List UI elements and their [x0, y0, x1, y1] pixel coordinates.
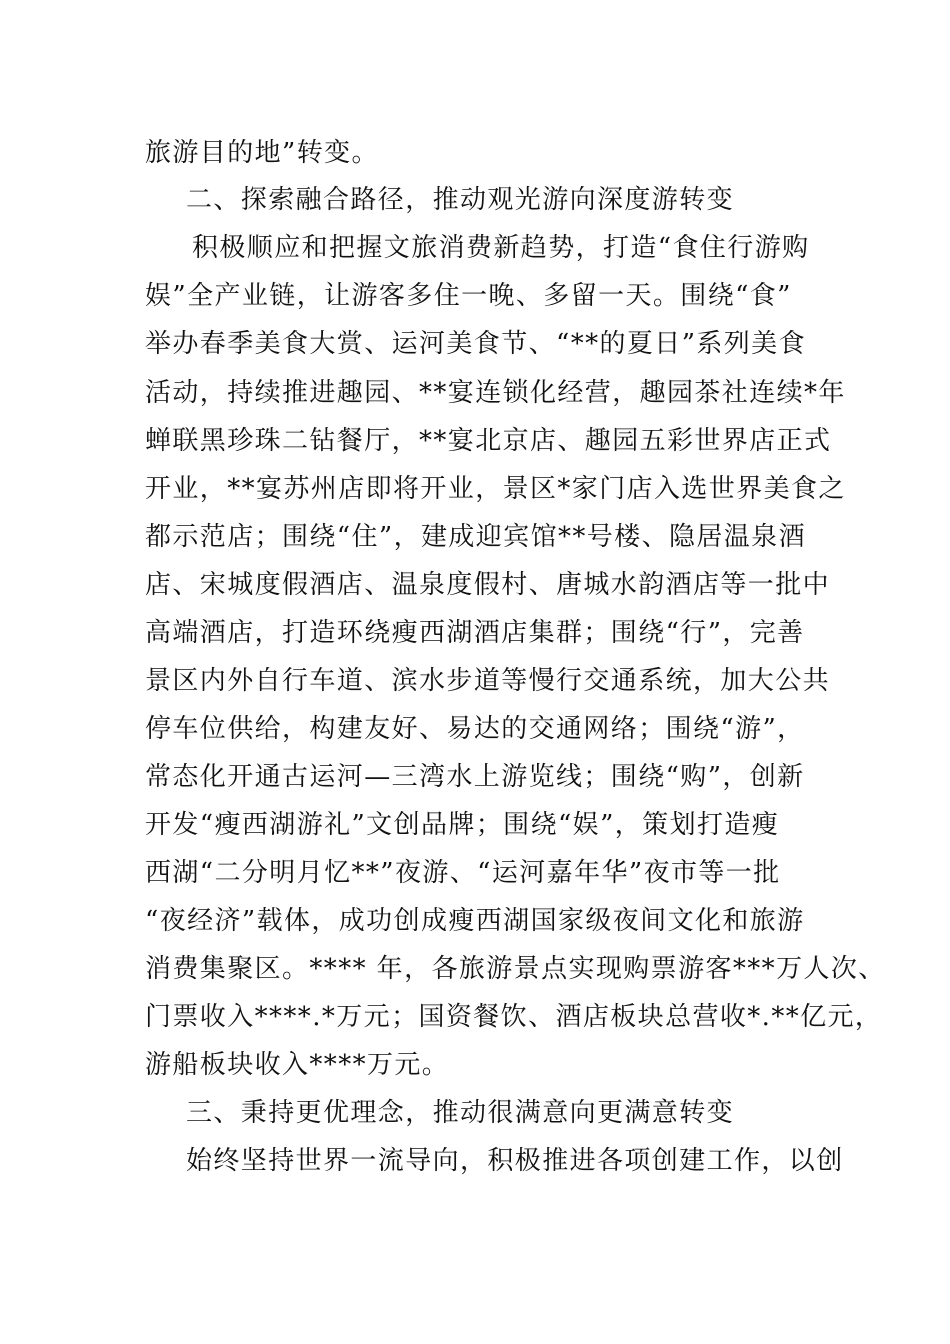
- paragraph-line: 店、宋城度假酒店、温泉度假村、唐城水韵酒店等一批中: [145, 570, 831, 600]
- paragraph-line: 开业，**宴苏州店即将开业，景区*家门店入选世界美食之: [145, 474, 846, 504]
- paragraph-line: 开发“瘦西湖游礼”文创品牌；围绕“娱”，策划打造瘦: [145, 810, 780, 840]
- paragraph-line: 积极顺应和把握文旅消费新趋势，打造“食住行游购: [192, 233, 810, 263]
- paragraph-line: “夜经济”载体，成功创成瘦西湖国家级夜间文化和旅游: [145, 906, 805, 936]
- paragraph-line: 游船板块收入****万元。: [145, 1050, 450, 1080]
- paragraph-line: 西湖“二分明月忆**”夜游、“运河嘉年华”夜市等一批: [145, 858, 781, 888]
- section-heading-2: 二、探索融合路径，推动观光游向深度游转变: [186, 185, 735, 215]
- paragraph-line: 高端酒店，打造环绕瘦西湖酒店集群；围绕“行”，完善: [145, 618, 805, 648]
- paragraph-line: 始终坚持世界一流导向，积极推进各项创建工作，以创: [186, 1146, 844, 1176]
- paragraph-line: 活动，持续推进趣园、**宴连锁化经营，趣园茶社连续*年: [145, 378, 846, 408]
- section-heading-3: 三、秉持更优理念，推动很满意向更满意转变: [186, 1098, 735, 1128]
- paragraph-line: 常态化开通古运河—三湾水上游览线；围绕“购”，创新: [145, 762, 805, 792]
- paragraph-line: 停车位供给，构建友好、易达的交通网络；围绕“游”，: [145, 714, 805, 744]
- paragraph-line: 举办春季美食大赏、运河美食节、“**的夏日”系列美食: [145, 329, 806, 359]
- paragraph-line: 都示范店；围绕“住”，建成迎宾馆**号楼、隐居温泉酒: [145, 522, 806, 552]
- paragraph-line: 旅游目的地”转变。: [145, 138, 379, 168]
- paragraph-line: 门票收入****.*万元；国资餐饮、酒店板块总营收*.**亿元，: [145, 1002, 883, 1032]
- paragraph-line: 景区内外自行车道、滨水步道等慢行交通系统，加大公共: [145, 666, 831, 696]
- paragraph-line: 消费集聚区。**** 年，各旅游景点实现购票游客***万人次、: [145, 954, 886, 984]
- paragraph-line: 娱”全产业链，让游客多住一晚、多留一天。围绕“食”: [145, 281, 792, 311]
- paragraph-line: 蝉联黑珍珠二钻餐厅，**宴北京店、趣园五彩世界店正式: [145, 426, 832, 456]
